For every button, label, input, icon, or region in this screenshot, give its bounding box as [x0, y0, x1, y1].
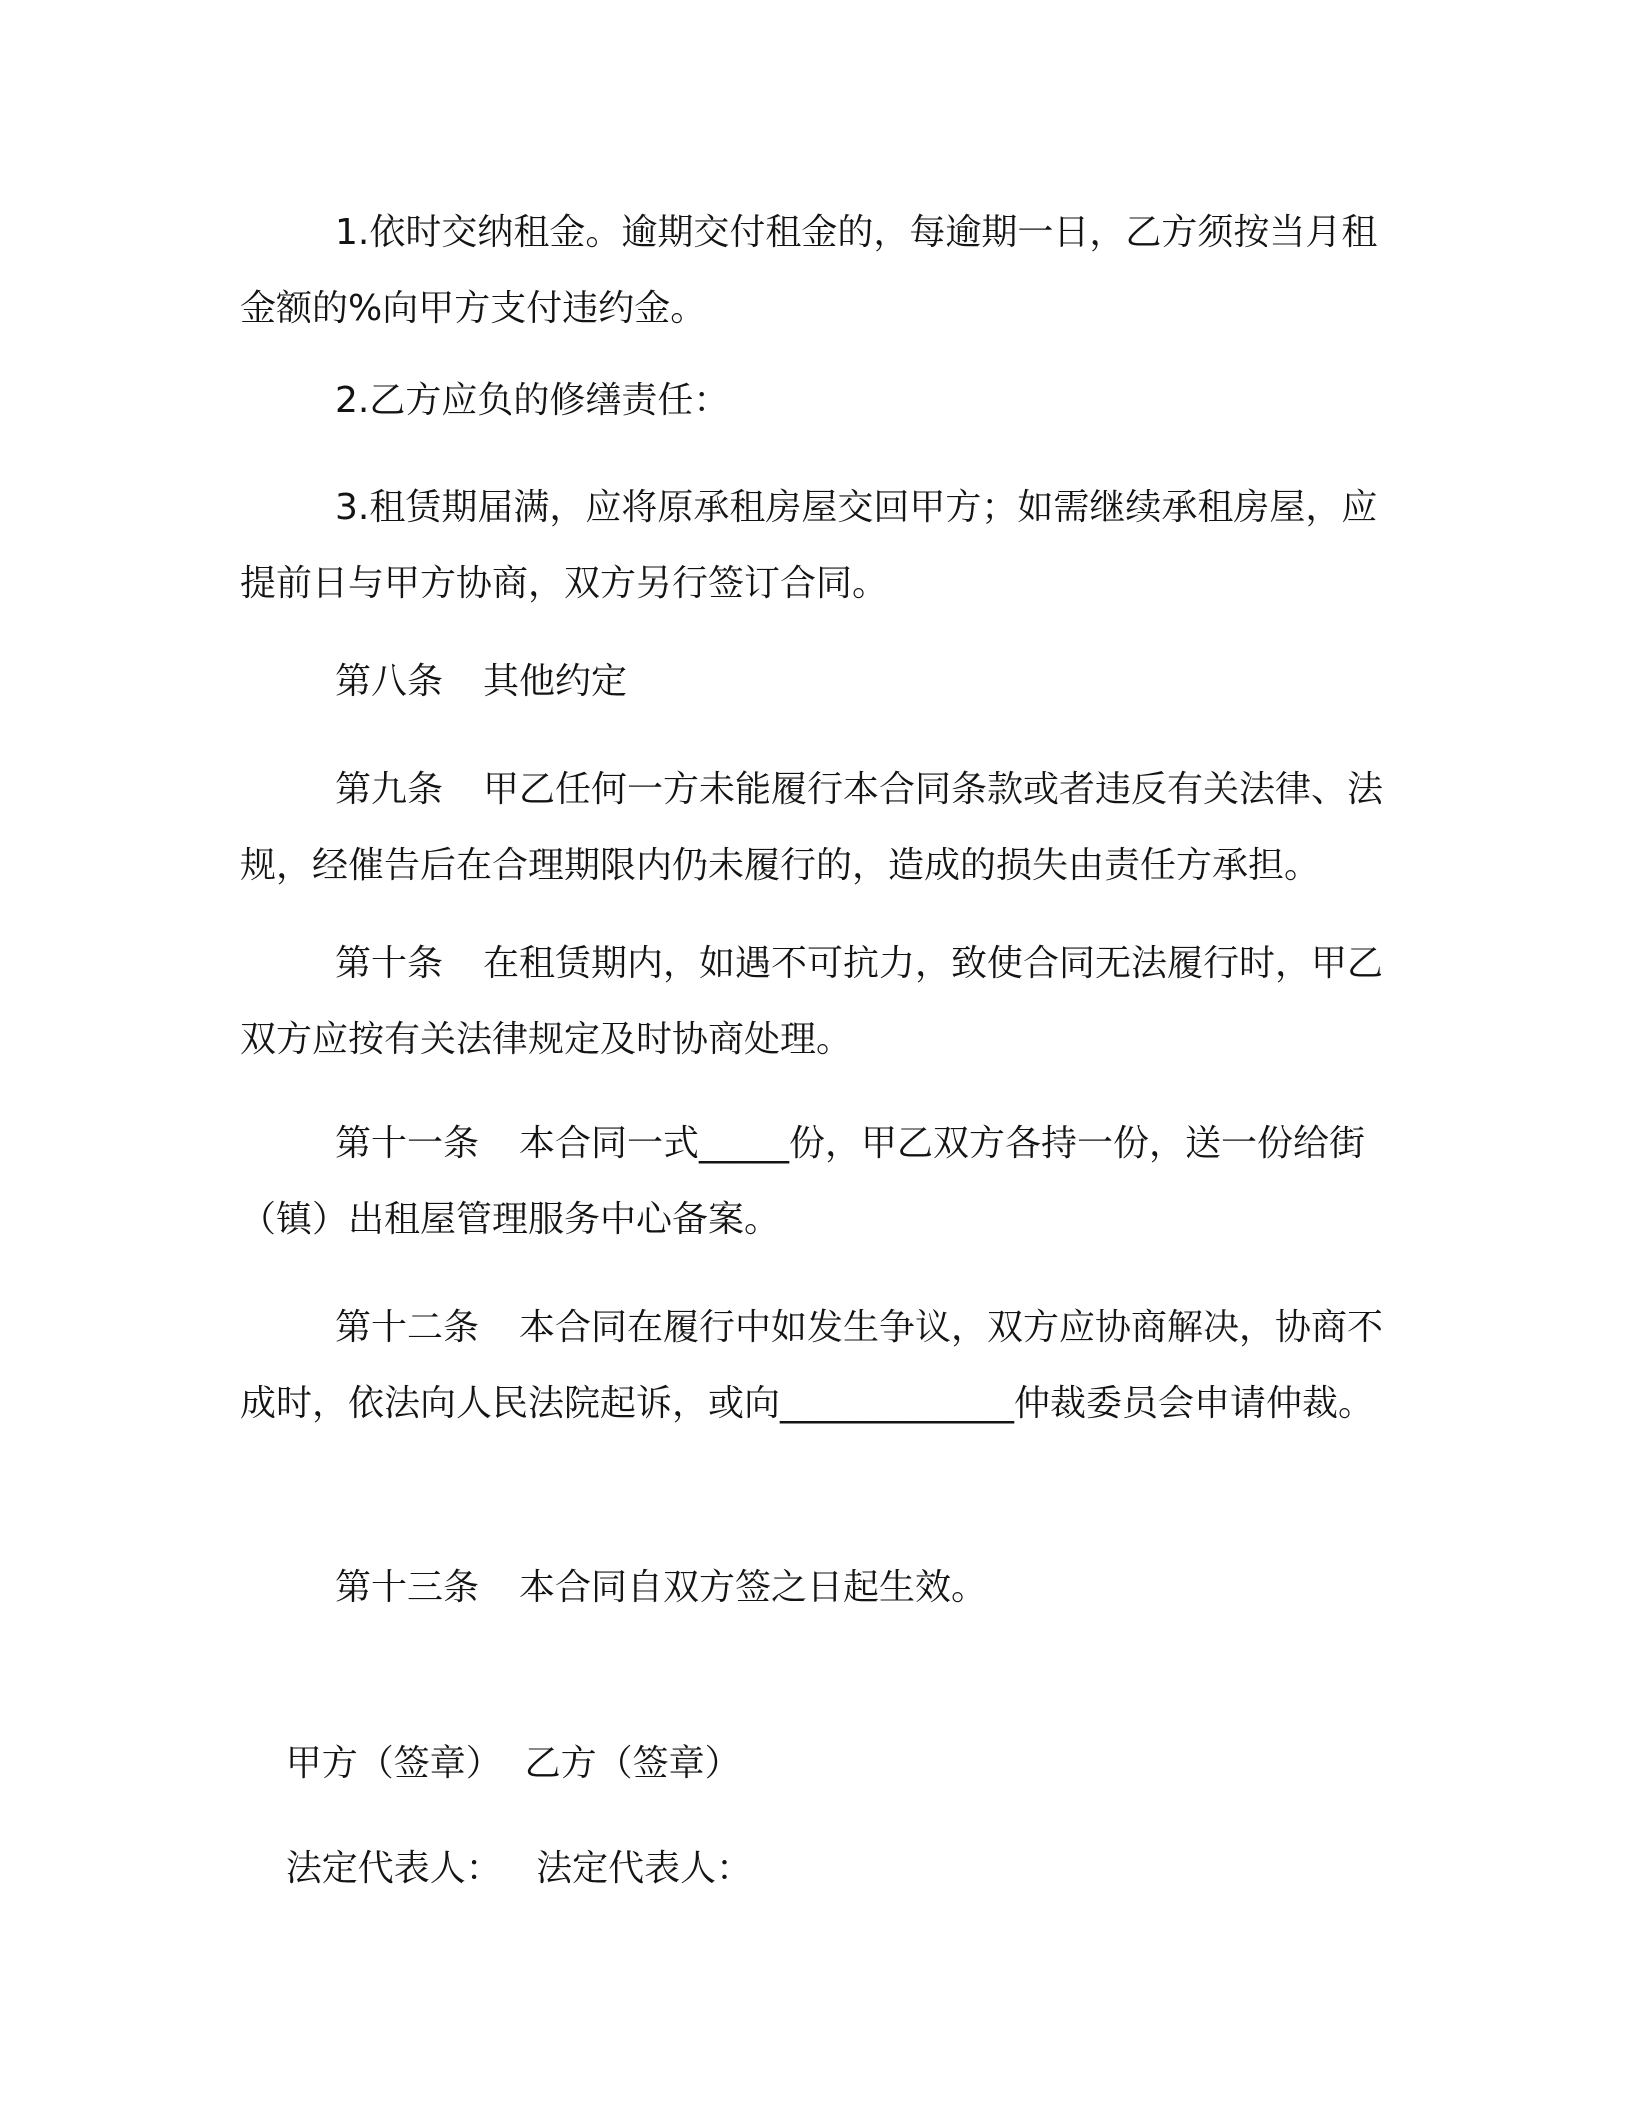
article-number: 第十二条: [335, 1307, 480, 1348]
paragraph-text: 其他约定: [483, 661, 628, 702]
paragraph-text: 1.依时交纳租金。逾期交付租金的，每逾期一日，乙方须按当月租金额的%向甲方支付违约金。: [240, 212, 1378, 329]
paragraph-text: 法定代表人： 法定代表人：: [285, 1848, 753, 1889]
article-9: [240, 752, 1385, 904]
paragraph-text: 本合同一式: [519, 1123, 700, 1164]
paragraph-text: 仲裁委员会申请仲裁。: [1014, 1383, 1375, 1424]
paragraph-text: 甲方（签章） 乙方（签章）: [285, 1743, 741, 1784]
paragraph-text: 本合同在履行中如发生争议，双方应协商解决，协商不成时，依法向人民法院起诉，或向: [240, 1307, 1384, 1424]
paragraph-text: 份，甲乙双方各持一份，送一份给街（镇）出租屋管理服务中心备案。: [240, 1123, 1366, 1240]
article-8: [240, 644, 1385, 720]
paragraph-text: 本合同自双方签之日起生效。: [519, 1567, 988, 1608]
copies-blank: _____: [699, 1123, 790, 1164]
paragraph-text: 2.乙方应负的修缮责任：: [335, 380, 730, 421]
article-11: [240, 1106, 1385, 1258]
article-number: 第十条: [335, 943, 444, 984]
paragraph-text: 甲乙任何一方未能履行本合同条款或者违反有关法律、法规，经催告后在合理期限内仍未履行的，造成的损失由责任方承担。: [240, 769, 1384, 886]
arbitration-blank: _____________: [780, 1383, 1015, 1424]
paragraph-repair-responsibility: [240, 363, 1385, 439]
article-number: 第十三条: [335, 1567, 480, 1608]
paragraph-rent-payment: [240, 195, 1385, 347]
paragraph-text: 3.租赁期届满，应将原承租房屋交回甲方；如需继续承租房屋，应提前日与甲方协商，双方另行签订合同。: [240, 487, 1378, 604]
paragraph-text: 在租赁期内，如遇不可抗力，致使合同无法履行时，甲乙双方应按有关法律规定及时协商处理。: [240, 943, 1384, 1060]
article-number: 第十一条: [335, 1123, 480, 1164]
article-number: 第九条: [335, 769, 444, 810]
article-number: 第八条: [335, 661, 444, 702]
article-12: [240, 1290, 1385, 1442]
article-13: [240, 1550, 1385, 1626]
article-10: [240, 926, 1385, 1078]
legal-representative-line: [240, 1755, 1385, 1983]
paragraph-lease-expiry: [240, 470, 1385, 622]
